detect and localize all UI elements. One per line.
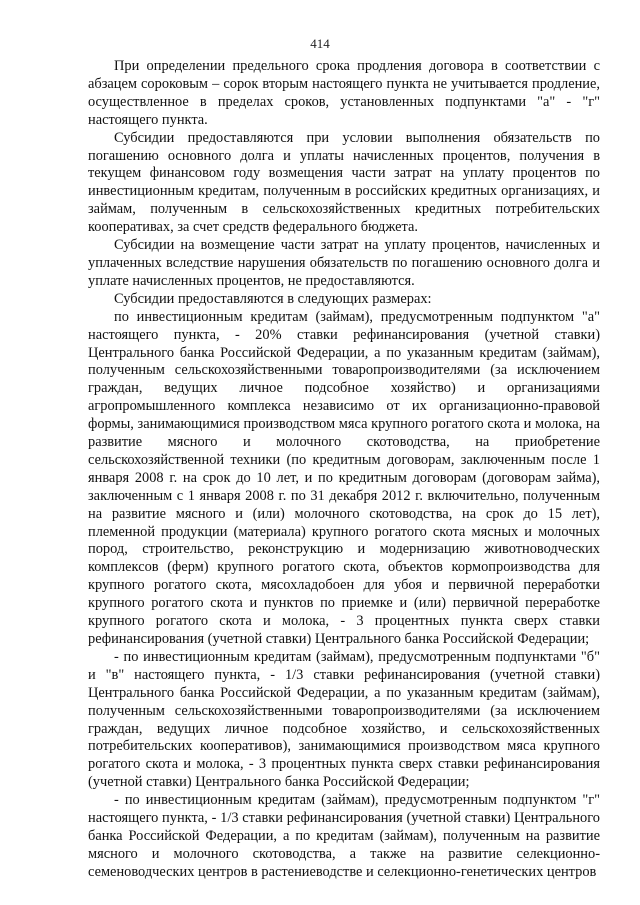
document-body: [88, 58, 600, 882]
paragraph-subsidy-amounts-intro: Субсидии предоставляются в следующих размерах:: [114, 290, 432, 307]
paragraph-no-subsidy-penalty: Субсидии на возмещение части затрат на уплату процентов, начисленных и уплаченных вследствие нарушения обязательств по погашению основного долга и уплате начисленных процентов, не предоставляются.: [88, 237, 600, 289]
paragraph-subsidy-conditions: Субсидии предоставляются при условии выполнения обязательств по погашению основного долга и уплаты начисленных процентов, получения в текущем финансовом году возмещения части затрат на уплату процентов по инвестиционным кредитам, полученным в российских кредитных организациях, и займам, полученным в сельскохозяйственных кредитных потребительских кооперативах, за счет средств федерального бюджета.: [88, 129, 600, 236]
paragraph-amount-subpoint-a: по инвестиционным кредитам (займам), предусмотренным подпунктом "а" настоящего пункта, - 20% ставки рефинансирования (учетной ставки) Центрального банка Российской Федерации, а по указанным кредитам (займам), полученным сельскохозяйственными товаропроизводителями (за исключением граждан, ведущих личное подсобное хозяйство) и организациями агропромышленного комплекса независимо от их организационно-правовой формы, занимающимися производством мяса крупного рогатого скота и молока, на развитие мясного и молочного скотоводства, на приобретение сельскохозяйственной техники (по кредитным договорам, заключенным после 1 января 2008 г. на срок до 10 лет, и по кредитным договорам (договорам займа), заключенным с 1 января 2008 г. по 31 декабря 2012 г. включительно, полученным на развитие мясного и (или) молочного скотоводства, на срок до 15 лет), племенной продукции (материала) крупного рогатого скота мясных и молочных пород, строительство, реконструкцию и модернизацию животноводческих комплексов (ферм) крупного рогатого скота, объектов кормопроизводства для крупного рогатого скота, мясохладобоен для убоя и первичной переработки крупного рогатого скота и пунктов по приемке и (или) первичной переработке крупного рогатого скота и молока, - 3 процентных пункта сверх ставки рефинансирования (учетной ставки) Центрального банка Российской Федерации;: [88, 308, 600, 647]
page-number: 414: [310, 36, 330, 51]
paragraph-amount-subpoint-g: - по инвестиционным кредитам (займам), предусмотренным подпунктом "г" настоящего пункта, - 1/3 ставки рефинансирования (учетной ставки) Центрального банка Российской Федерации, а по кредитам (займам), полученным на развитие мясного и молочного скотоводства, а также на развитие селекционно-семеноводческих центров в растениеводстве и селекционно-генетических центров: [88, 792, 600, 880]
paragraph-amount-subpoints-b-v: - по инвестиционным кредитам (займам), предусмотренным подпунктами "б" и "в" настоящего пункта, - 1/3 ставки рефинансирования (учетной ставки) Центрального банка Российской Федерации, а по указанным кредитам (займам), полученным сельскохозяйственными товаропроизводителями (за исключением граждан, ведущих личное подсобное хозяйство, и сельскохозяйственных потребительских кооперативов), занимающимися производством мяса крупного рогатого скота и молока, - 3 процентных пункта сверх ставки рефинансирования (учетной ставки) Центрального банка Российской Федерации;: [88, 648, 600, 791]
paragraph-extension-term: При определении предельного срока продления договора в соответствии с абзацем сороковым – сорок вторым настоящего пункта не учитывается продление, осуществленное в пределах сроков, установленных подпунктами "а" - "г" настоящего пункта.: [88, 58, 600, 128]
